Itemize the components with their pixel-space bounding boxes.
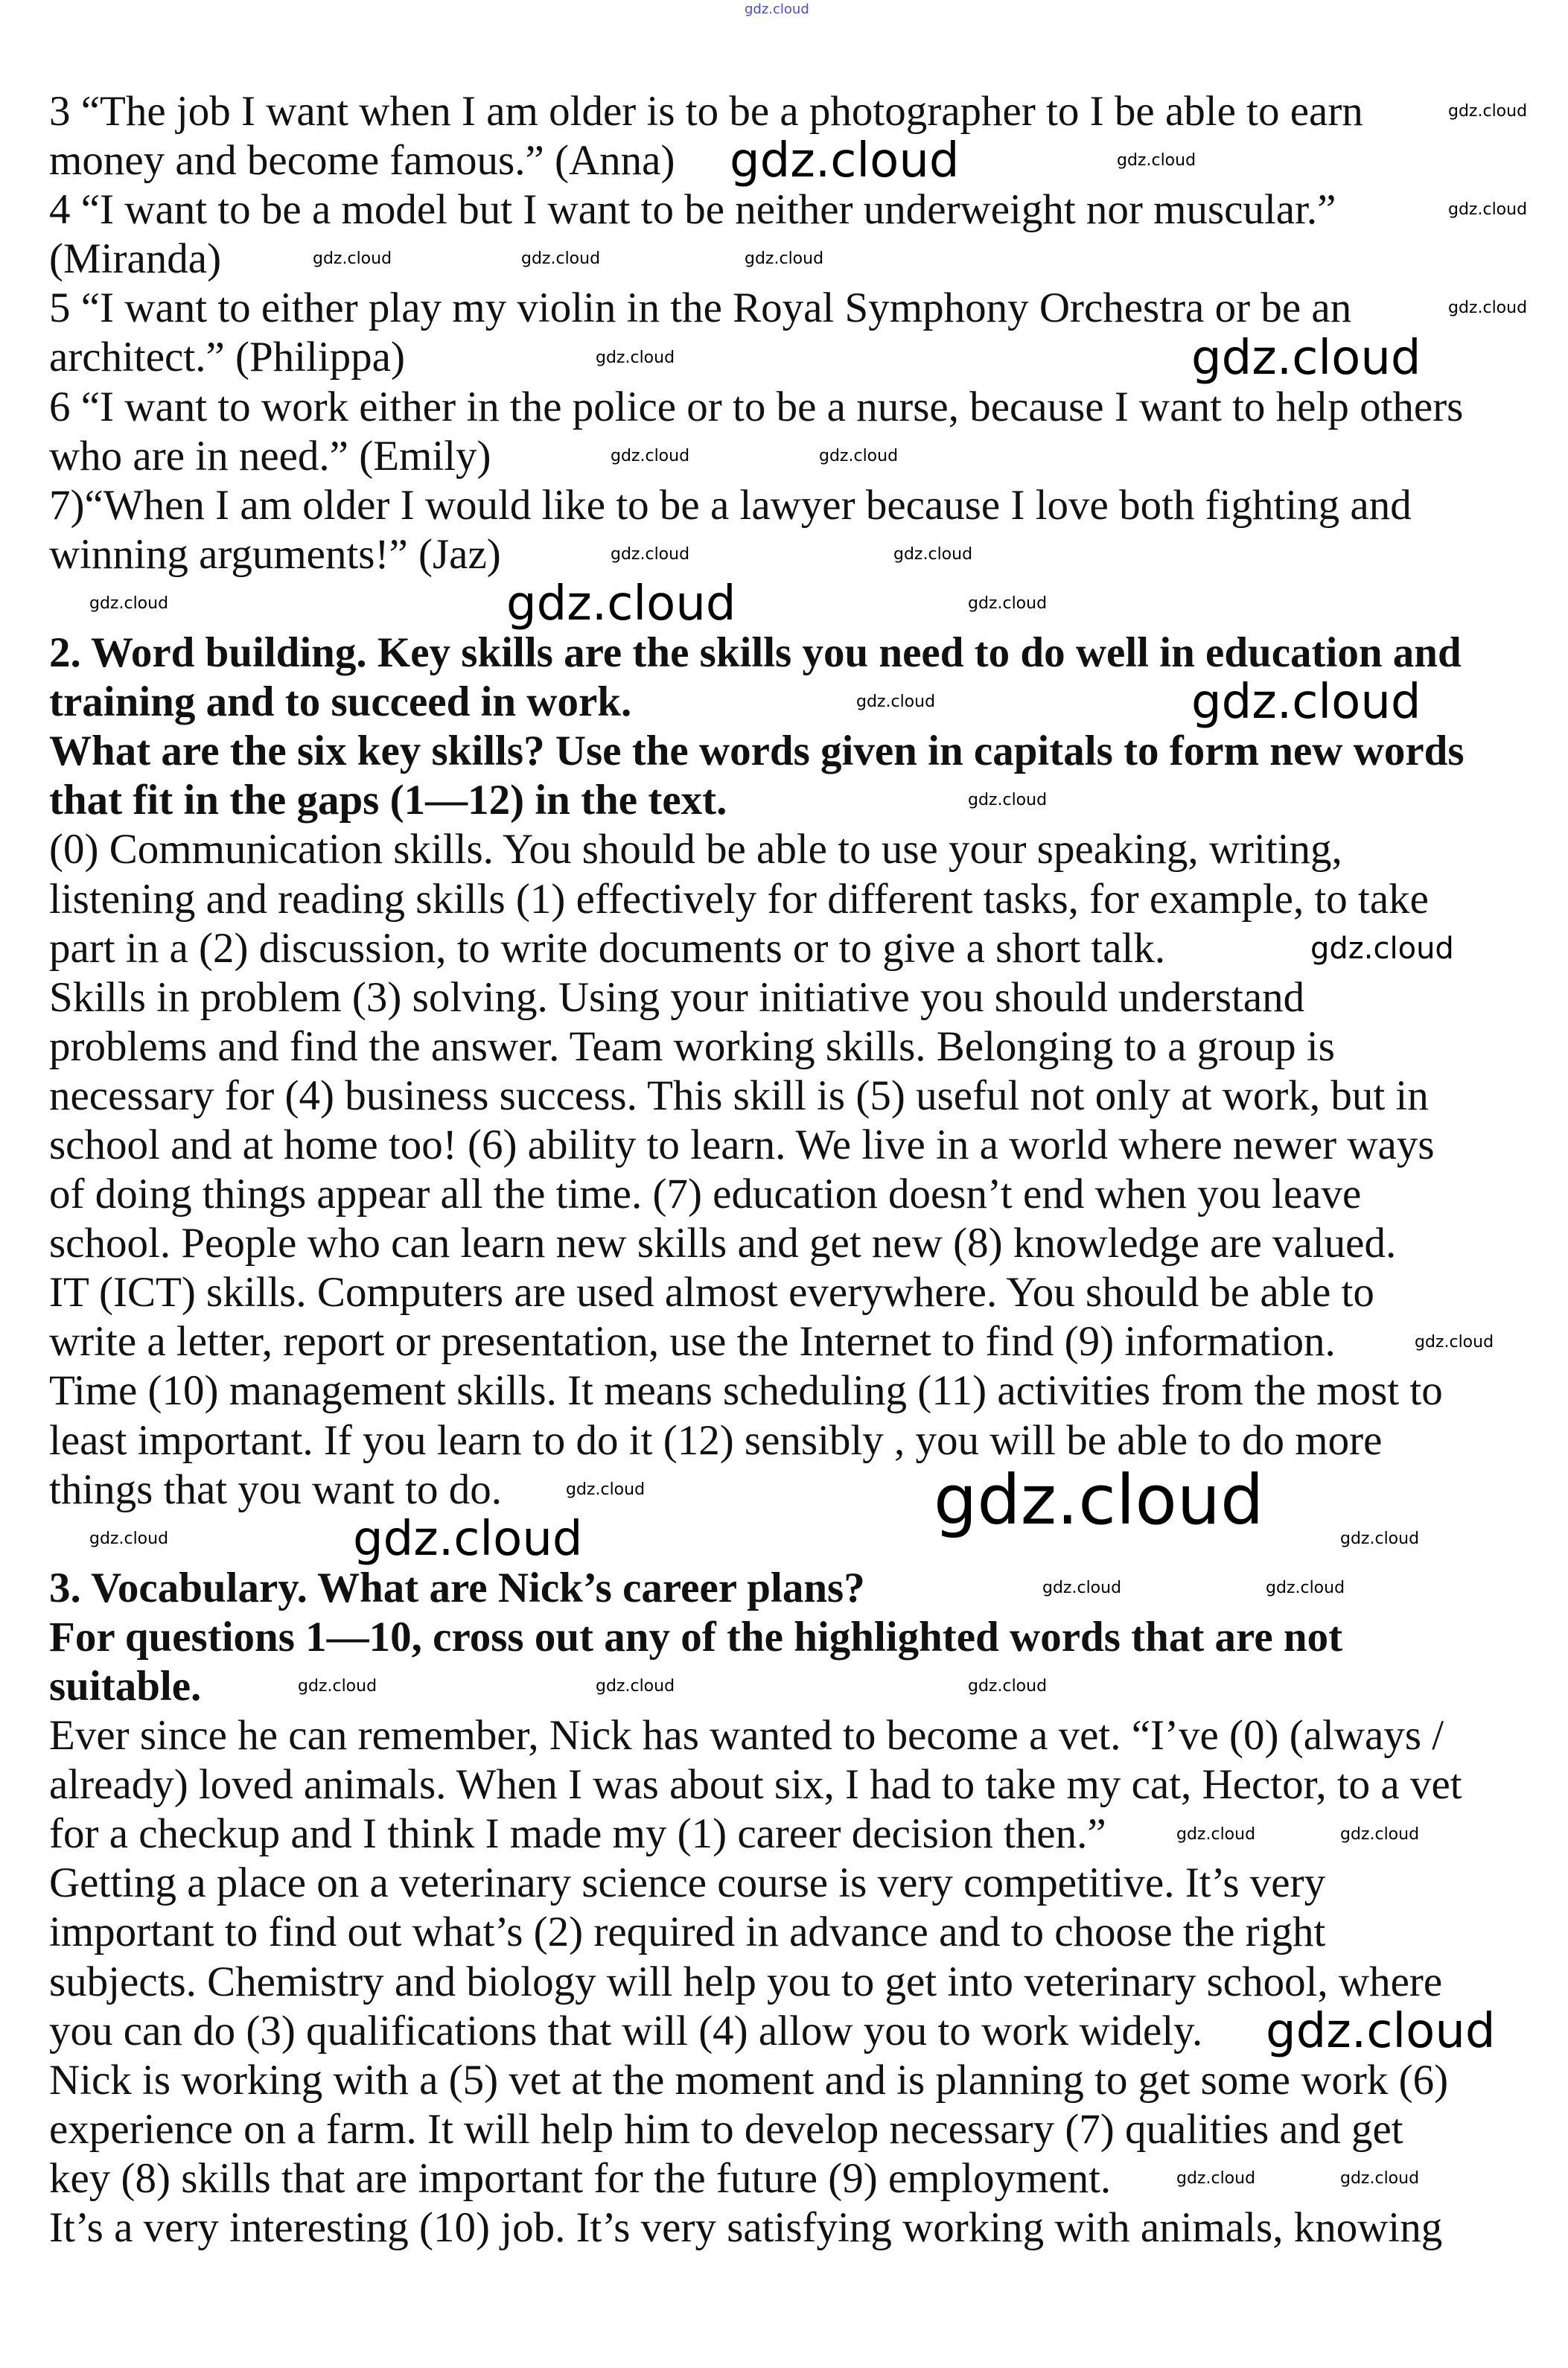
watermark-logo: gdz.cloud	[1310, 931, 1454, 966]
watermark-logo: gdz.cloud	[1117, 151, 1196, 171]
text-line: winning arguments!” (Jaz)	[49, 530, 501, 578]
text-line: It’s a very interesting (10) job. It’s very satisfying working with animals, knowing	[49, 2204, 1443, 2252]
text-line: necessary for (4) business success. This skill is (5) useful not only at work, but in	[49, 1072, 1429, 1119]
text-line: Nick is working with a (5) vet at the moment and is planning to get some work (6)	[49, 2056, 1449, 2104]
watermark-logo: gdz.cloud	[1191, 675, 1421, 731]
watermark-logo: gdz.cloud	[596, 1677, 675, 1696]
text-line: 3 “The job I want when I am older is to be a photographer to I be able to earn	[49, 88, 1363, 135]
text-line: already) loved animals. When I was about six, I had to take my cat, Hector, to a vet	[49, 1761, 1462, 1809]
watermark-logo: gdz.cloud	[89, 1529, 169, 1548]
text-line: 6 “I want to work either in the police or to be a nurse, because I want to help others	[49, 383, 1464, 430]
text-line: money and become famous.” (Anna)	[49, 137, 675, 185]
text-line: for a checkup and I think I made my (1) career decision then.”	[49, 1810, 1106, 1858]
text-line: (0) Communication skills. You should be able to use your speaking, writing,	[49, 826, 1342, 873]
document-body	[49, 87, 1465, 2253]
text-line: architect.” (Philippa)	[49, 334, 405, 381]
text-line: listening and reading skills (1) effectively for different tasks, for example, to take	[49, 875, 1429, 923]
text-line: part in a (2) discussion, to write documents or to give a short talk.	[49, 924, 1166, 972]
text-line: 4 “I want to be a model but I want to be neither underweight nor muscular.”	[49, 186, 1336, 234]
watermark-logo: gdz.cloud	[934, 1460, 1264, 1540]
text-line: problems and find the answer. Team working skills. Belonging to a group is	[49, 1022, 1335, 1070]
watermark-logo: gdz.cloud	[89, 594, 169, 613]
watermark-logo: gdz.cloud	[313, 249, 392, 269]
text-line: of doing things appear all the time. (7) education doesn’t end when you leave	[49, 1171, 1362, 1218]
watermark-logo: gdz.cloud	[856, 693, 936, 712]
text-line: school. People who can learn new skills and get new (8) knowledge are valued.	[49, 1220, 1397, 1267]
text-line: Ever since he can remember, Nick has wanted to become a vet. “I’ve (0) (always /	[49, 1712, 1444, 1760]
watermark-logo: gdz.cloud	[968, 791, 1048, 810]
text-line: who are in need.” (Emily)	[49, 432, 491, 480]
text-line: things that you want to do.	[49, 1465, 502, 1513]
watermark-logo: gdz.cloud	[596, 348, 675, 367]
watermark-logo: gdz.cloud	[1415, 1332, 1494, 1352]
watermark-logo: gdz.cloud	[611, 446, 690, 465]
watermark-logo: gdz.cloud	[353, 1511, 583, 1567]
section-heading-line: that fit in the gaps (1—12) in the text.	[49, 777, 727, 824]
text-line: school and at home too! (6) ability to learn. We live in a world where newer ways	[49, 1121, 1435, 1168]
text-line: key (8) skills that are important for the future (9) employment.	[49, 2154, 1112, 2202]
watermark-logo: gdz.cloud	[521, 249, 601, 269]
watermark-logo: gdz.cloud	[819, 446, 899, 465]
watermark-logo: gdz.cloud	[1191, 330, 1421, 386]
watermark-logo: gdz.cloud	[611, 544, 690, 564]
watermark-logo: gdz.cloud	[1448, 102, 1528, 121]
watermark-logo: gdz.cloud	[893, 544, 973, 564]
watermark-logo: gdz.cloud	[1448, 200, 1528, 220]
watermark-logo: gdz.cloud	[1340, 1824, 1420, 1844]
text-line: experience on a farm. It will help him to develop necessary (7) qualities and get	[49, 2105, 1403, 2153]
watermark-logo: gdz.cloud	[506, 576, 736, 631]
watermark-logo: gdz.cloud	[730, 133, 960, 189]
section-heading-line: suitable.	[49, 1663, 202, 1710]
text-line: Skills in problem (3) solving. Using your initiative you should understand	[49, 973, 1305, 1021]
watermark-logo: gdz.cloud	[1266, 2003, 1496, 2059]
text-line: write a letter, report or presentation, use the Internet to find (9) information.	[49, 1318, 1336, 1366]
section-heading-line: 3. Vocabulary. What are Nick’s career plans?	[49, 1564, 865, 1611]
watermark-logo: gdz.cloud	[1176, 2169, 1256, 2189]
watermark-logo: gdz.cloud	[1340, 1529, 1420, 1548]
text-line: IT (ICT) skills. Computers are used almost everywhere. You should be able to	[49, 1269, 1374, 1317]
text-line: you can do (3) qualifications that will (4) allow you to work widely.	[49, 2007, 1203, 2055]
watermark-logo: gdz.cloud	[1448, 299, 1528, 318]
section-heading-line: 2. Word building. Key skills are the skills you need to do well in education and	[49, 629, 1462, 677]
text-line: (Miranda)	[49, 235, 222, 283]
text-line: Time (10) management skills. It means scheduling (11) activities from the most to	[49, 1367, 1443, 1415]
watermark-logo: gdz.cloud	[968, 1677, 1048, 1696]
watermark-logo: gdz.cloud	[745, 1, 809, 17]
watermark-logo: gdz.cloud	[968, 594, 1048, 613]
watermark-logo: gdz.cloud	[566, 1480, 646, 1499]
watermark-logo: gdz.cloud	[1176, 1824, 1256, 1844]
watermark-logo: gdz.cloud	[745, 249, 824, 269]
text-line: 5 “I want to either play my violin in the Royal Symphony Orchestra or be an	[49, 284, 1352, 332]
section-heading-line: What are the six key skills? Use the words given in capitals to form new words	[49, 728, 1465, 775]
text-line: subjects. Chemistry and biology will help you to get into veterinary school, where	[49, 1958, 1443, 2005]
text-line: 7)“When I am older I would like to be a lawyer because I love both fighting and	[49, 481, 1412, 529]
watermark-logo: gdz.cloud	[1266, 1579, 1345, 1597]
section-heading-line: training and to succeed in work.	[49, 678, 632, 726]
watermark-logo: gdz.cloud	[298, 1677, 377, 1696]
section-heading-line: For questions 1—10, cross out any of the highlighted words that are not	[49, 1613, 1343, 1661]
text-line: Getting a place on a veterinary science course is very competitive. It’s very	[49, 1859, 1326, 1907]
text-line: least important. If you learn to do it (12) sensibly , you will be able to do more	[49, 1416, 1383, 1464]
text-line: important to find out what’s (2) required in advance and to choose the right	[49, 1909, 1326, 1956]
watermark-logo: gdz.cloud	[1340, 2169, 1420, 2189]
watermark-logo: gdz.cloud	[1042, 1579, 1122, 1597]
